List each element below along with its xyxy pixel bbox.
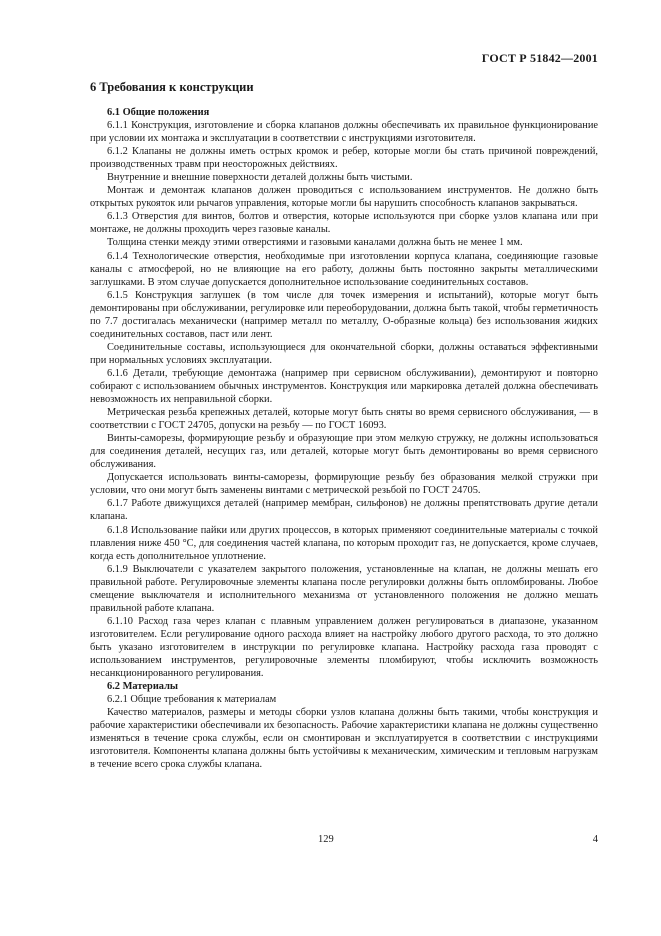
paragraph: Винты-саморезы, формирующие резьбу и образующие при этом мелкую стружку, не должны использоваться для соединения деталей, несущих газ, или деталей, которые могут быть демонтированы во время сервисного обслуживания. (90, 433, 598, 471)
paragraph: 6.1.9 Выключатели с указателем закрытого положения, установленные на клапан, не должны мешать его правильной работе. Регулировочные элементы клапана после регулировки должны быть опломбированы. Любое смещение выключателя и исполнительного механизма от установленного положения не должно мешать правильной работе клапана. (90, 563, 598, 614)
clause-label: 6.2.1 Общие требования к материалам (107, 694, 277, 706)
paragraph: 6.1.8 Использование пайки или других процессов, в которых применяют соединительные материалы с точкой плавления ниже 450 °С, для соединения частей клапана, по которым проходит газ, не допускается, кроме случаев, когда есть дополнительное уплотнение. (90, 524, 598, 562)
paragraph: Толщина стенки между этими отверстиями и газовыми каналами должна быть не менее 1 мм. (107, 237, 523, 249)
paragraph: Метрическая резьба крепежных деталей, которые могут быть сняты во время сервисного обслуживания, — в соответствии с ГОСТ 24705, допуски на резьбу — по ГОСТ 16093. (90, 407, 598, 432)
section-blocks (90, 106, 598, 771)
subsection-heading: 6.2 Материалы (107, 681, 179, 693)
paragraph: 6.1.2 Клапаны не должны иметь острых кромок и ребер, которые могли бы стать причиной повреждений, производственных травм при неосторожных действиях. (90, 146, 598, 171)
paragraph: Внутренние и внешние поверхности деталей должны быть чистыми. (107, 172, 413, 184)
printed-page-number: 129 (318, 834, 334, 845)
subsection-heading: 6.1 Общие положения (107, 107, 210, 118)
paragraph: Качество материалов, размеры и методы сборки узлов клапана должны быть такими, чтобы конструкция и рабочие характеристики обеспечивали их безопасность. Рабочие характеристики клапана не должны существенно изменяться в течение срока службы, если он смонтирован и эксплуатируется в соответствии с инструкциями изготовителя. Компоненты клапана должны быть устойчивы к механическим, химическим и тепловым нагрузкам в течение всего срока службы клапана. (90, 707, 598, 771)
standard-code: ГОСТ Р 51842—2001 (481, 51, 598, 65)
paragraph: 6.1.7 Работе движущихся деталей (например мембран, сильфонов) не должны препятствовать другие детали клапана. (90, 498, 598, 523)
paragraph: 6.1.3 Отверстия для винтов, болтов и отверстия, которые используются при сборке узлов клапана или при монтаже, не должны проходить через газовые каналы. (90, 211, 598, 236)
paragraph: 6.1.4 Технологические отверстия, необходимые при изготовлении корпуса клапана, соединяющие газовые каналы с атмосферой, но не влияющие на его работу, должны быть постоянно закрыты металлическими заглушками. В этом случае допускается дополнительное использование соединительных составов. (90, 250, 598, 288)
paragraph: Допускается использовать винты-саморезы, формирующие резьбу без образования мелкой стружки при условии, что они могут быть заменены винтами с метрической резьбой по ГОСТ 24705. (90, 472, 598, 497)
sheet-number: 4 (592, 834, 598, 845)
section-title: 6 Требования к конструкции (90, 80, 254, 94)
paragraph: Соединительные составы, использующиеся для окончательной сборки, должны оставаться эффективными при нормальных условиях эксплуатации. (90, 341, 598, 366)
paragraph: 6.1.10 Расход газа через клапан с плавным управлением должен регулироваться в диапазоне, указанном изготовителем. Если регулирование одного расхода влияет на настройку любого другого расхода, то это должно быть указано изготовителем в инструкции по регулировке клапана. Настройку расхода газа проводят с использованием инструментов, регулировочные элементы пломбируют, чтобы исключить возможность несанкционированного регулирования. (90, 615, 598, 680)
paragraph: 6.1.1 Конструкция, изготовление и сборка клапанов должны обеспечивать их правильное функционирование при условии их монтажа и эксплуатации в соответствии с инструкциями изготовителя. (90, 120, 598, 145)
paragraph: 6.1.6 Детали, требующие демонтажа (например при сервисном обслуживании), демонтируют и повторно собирают с использованием обычных инструментов. Конструкция или маркировка деталей должна обеспечивать невозможность их неправильной сборки. (90, 367, 598, 406)
paragraph: 6.1.5 Конструкция заглушек (в том числе для точек измерения и испытаний), которые могут быть демонтированы при обслуживании, регулировке или переоборудовании, должна быть такой, чтобы герметичность по 7.7 достигалась механически (например металл по металлу, О-образные кольца) без использования жидких соединительных составов, паст или лент. (90, 289, 598, 340)
paragraph: Монтаж и демонтаж клапанов должен проводиться с использованием инструментов. Не должно быть открытых рукояток или рычагов управления, которые могли бы нарушить способность клапанов закрываться. (90, 185, 598, 210)
document-body (90, 80, 598, 771)
